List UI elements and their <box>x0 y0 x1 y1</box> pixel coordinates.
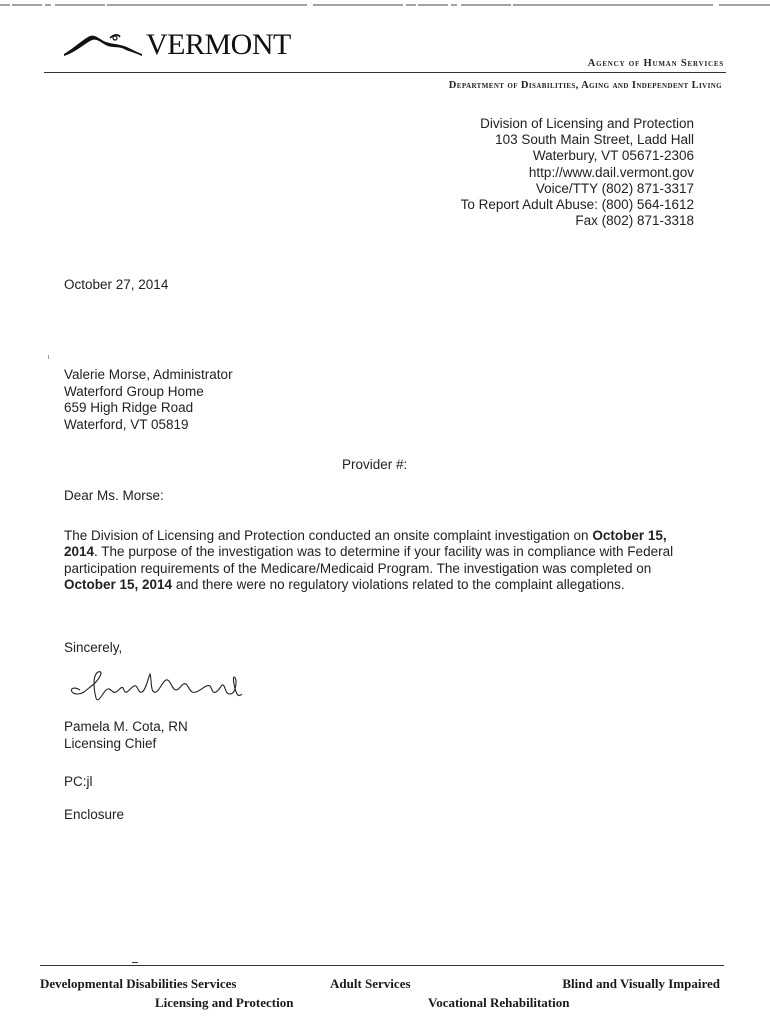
sender-voice-phone: Voice/TTY (802) 871-3317 <box>535 180 694 196</box>
sender-website: http://www.dail.vermont.gov <box>528 164 694 180</box>
recipient-name: Valerie Morse, Administrator <box>64 367 233 382</box>
recipient-city: Waterford, VT 05819 <box>64 416 189 432</box>
letter-date: October 27, 2014 <box>64 277 169 292</box>
sender-fax: Fax (802) 871-3318 <box>575 213 694 229</box>
vermont-mountain-logo-icon <box>62 30 144 60</box>
body-text-2: . The purpose of the investigation was to determine if your facility was in compliance with Federal participation requirements of the Medicare/Medicaid Program. The investigation was completed on <box>64 544 674 576</box>
salutation: Dear Ms. Morse: <box>64 488 164 503</box>
body-text-3: and there were no regulatory violations related to the complaint allegations. <box>175 577 625 593</box>
recipient-facility: Waterford Group Home <box>64 383 204 399</box>
agency-name: Agency of Human Services <box>587 58 724 69</box>
header-rule <box>44 72 726 73</box>
footer-vocational-rehabilitation: Vocational Rehabilitation <box>428 995 570 1010</box>
logo-state-name: VERMONT <box>146 28 291 61</box>
sender-city: Waterbury, VT 05671-2306 <box>532 148 694 164</box>
sender-address-block <box>461 116 694 229</box>
closing: Sincerely, <box>64 640 123 655</box>
sender-street: 103 South Main Street, Ladd Hall <box>495 132 694 148</box>
body-text-1: The Division of Licensing and Protection conducted an onsite complaint investigation on <box>64 528 589 543</box>
signer-block <box>64 719 188 752</box>
footer-adult-services: Adult Services <box>330 976 411 991</box>
signer-title: Licensing Chief <box>64 735 157 751</box>
provider-number-label: Provider #: <box>342 457 408 472</box>
vermont-logo <box>62 30 291 60</box>
division-name: Division of Licensing and Protection <box>480 116 694 131</box>
margin-mark <box>48 355 49 359</box>
abuse-report-phone: To Report Adult Abuse: (800) 564-1612 <box>460 197 694 213</box>
letter-body <box>64 528 684 594</box>
footer-developmental-disabilities: Developmental Disabilities Services <box>40 976 237 991</box>
signer-name: Pamela M. Cota, RN <box>64 719 188 734</box>
recipient-address-block <box>64 367 233 433</box>
recipient-street: 659 High Ridge Road <box>64 400 194 415</box>
footer-blind-visually-impaired: Blind and Visually Impaired <box>562 976 720 991</box>
typist-initials: PC:jl <box>64 774 93 789</box>
top-border-rule <box>0 4 770 6</box>
footer-licensing-protection: Licensing and Protection <box>155 995 294 1010</box>
completion-date: October 15, 2014 <box>64 577 173 593</box>
handwritten-signature <box>66 664 246 710</box>
enclosure-note: Enclosure <box>64 807 125 822</box>
investigation-date: October 15, 2014 <box>64 528 667 560</box>
footer-rule <box>40 965 724 966</box>
department-name: Department of Disabilities, Aging and Independent Living <box>448 80 722 91</box>
footer-mark <box>132 962 138 963</box>
